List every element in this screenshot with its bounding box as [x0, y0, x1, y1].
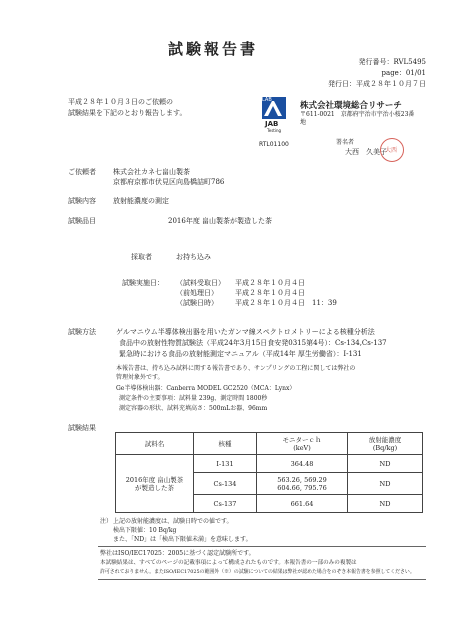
intro-line-2: 試験結果を下記のとおり報告します。	[68, 109, 187, 117]
nuclide-cell: Cs-137	[194, 495, 257, 513]
method-line: ゲルマニウム半導体検出器を用いたガンマ線スペクトロメトリーによる核種分析法	[116, 328, 375, 336]
collection-label: 採取者	[131, 253, 152, 261]
test-content-label: 試験内容	[68, 197, 96, 205]
sample-name-line: が製造した茶	[135, 483, 174, 492]
footer-line: 許可されておりません。またISO/IEC17025の範囲外（※）の試験についての結果は弊社が認めた場合をのぞき本報告書を参照してください。	[100, 569, 415, 575]
signer-label: 署名者	[336, 139, 355, 146]
date-row-label: （試料受取日）	[176, 279, 225, 287]
date-row-value: 平成２８年１０月４日	[235, 279, 305, 287]
issuer-address-2: 地	[300, 119, 307, 126]
issuer-address-1: 〒611-0021 京都府宇治市宇治小桜23番	[300, 111, 415, 118]
channel-line: 563.26, 569.29	[277, 475, 327, 484]
header-monitor-unit: (keV)	[293, 443, 311, 452]
header-concentration	[348, 433, 423, 455]
value-cell: ND	[348, 495, 423, 513]
client-name: 株式会社カネ七畠山製茶	[113, 168, 190, 176]
client-address: 京都府京都市伏見区向島橋詰町786	[113, 178, 225, 186]
note-line: 上記の放射能濃度は、試験日時での値です。	[113, 518, 233, 525]
issuer-company: 株式会社環境総合リサーチ	[300, 101, 402, 111]
lab-text: LAB	[262, 97, 272, 103]
footer-rule-bottom	[98, 579, 426, 580]
channel-cell: 364.48	[257, 455, 348, 473]
nuclide-cell: I-131	[194, 455, 257, 473]
page-title: 試験報告書	[168, 40, 259, 58]
header-conc-unit: (Bq/kg)	[372, 443, 398, 452]
results-table	[115, 432, 423, 513]
signature-seal	[380, 138, 404, 162]
accreditation-code: RTL01100	[259, 141, 289, 148]
container-info: 測定容器の形状、試料充填高さ：500mLお器、96mm	[119, 405, 268, 412]
detector-info: Ge半導体検出器：Canberra MODEL GC2520（MCA：Lynx）	[116, 385, 296, 392]
date-row-value: 平成２８年１０月４日 11：39	[235, 299, 337, 307]
method-note-line: 本報告書は、持ち込み試料に関する報告書であり、サンプリングの工程に関しては弊社の	[116, 365, 356, 372]
jab-logo	[258, 97, 290, 135]
testing-text: Testing	[267, 128, 282, 133]
client-label: ご依頼者	[68, 168, 96, 176]
nuclide-cell: Cs-134	[194, 473, 257, 495]
collection-value: お持ち込み	[176, 253, 211, 261]
issue-page: page：01/01	[381, 69, 426, 77]
note-line: 検出下限値：10 Bq/kg	[113, 527, 177, 534]
method-line: 緊急時における食品の放射能測定マニュアル（平成14年 厚生労働省）：I-131	[119, 350, 362, 358]
sample-name-line: 2016年度 畠山製茶	[125, 475, 184, 484]
channel-line: 604.66, 795.76	[277, 483, 327, 492]
issue-date: 発行日：平成２８年１０月７日	[328, 80, 426, 88]
results-label: 試験結果	[68, 424, 96, 432]
header-conc-label: 放射能濃度	[368, 435, 402, 444]
table-row	[116, 455, 423, 473]
channel-cell: 661.64	[257, 495, 348, 513]
header-monitor-label: モニターｃｈ	[282, 435, 322, 444]
notes-prefix: 注）	[100, 518, 113, 525]
date-row-label: （試験日時）	[176, 299, 218, 307]
note-line: また、「ND」は「検出下限値未満」を意味します。	[113, 536, 252, 543]
date-row-label: （前処理日）	[176, 289, 218, 297]
seal-text: 大西	[385, 147, 398, 154]
intro-line-1: 平成２８年１０月３日のご依頼の	[68, 98, 173, 106]
date-row-value: 平成２８年１０月４日	[235, 289, 305, 297]
channel-cell	[257, 473, 348, 495]
header-nuclide: 核種	[194, 433, 257, 455]
method-line: 食品中の放射性物質試験法（平成24年3月15日食安発0315第4号）：Cs-134,Cs-137	[119, 339, 387, 347]
test-dates-label: 試験実施日：	[122, 279, 164, 287]
method-label: 試験方法	[68, 328, 96, 336]
sample-label: 試験品目	[68, 217, 96, 225]
header-monitor	[257, 433, 348, 455]
jab-text: JAB	[265, 120, 279, 128]
signer-name: 大西 久美子	[345, 148, 387, 156]
footer-rule-top	[98, 546, 426, 547]
conditions-info: 測定条件の主要事項：試料量 239g、測定時間 1800秒	[119, 395, 268, 402]
issue-number: 発行番号：RVL5495	[358, 58, 426, 66]
sample-name-cell	[116, 455, 194, 513]
header-sample: 試料名	[116, 433, 194, 455]
test-content-value: 放射能濃度の測定	[113, 197, 169, 205]
value-cell: ND	[348, 455, 423, 473]
footer-line: 弊社はISO/IEC17025：2005に基づく認定試験所です。	[100, 550, 255, 557]
value-cell: ND	[348, 473, 423, 495]
method-note-line: 管理対象外です。	[116, 374, 164, 381]
sample-value: 2016年度 畠山製茶が製造した茶	[168, 217, 273, 225]
footer-line: 本試験結果は、すべてのページの記載事項によって構成されたものです。本報告書の一部のみの複製は	[100, 560, 357, 566]
